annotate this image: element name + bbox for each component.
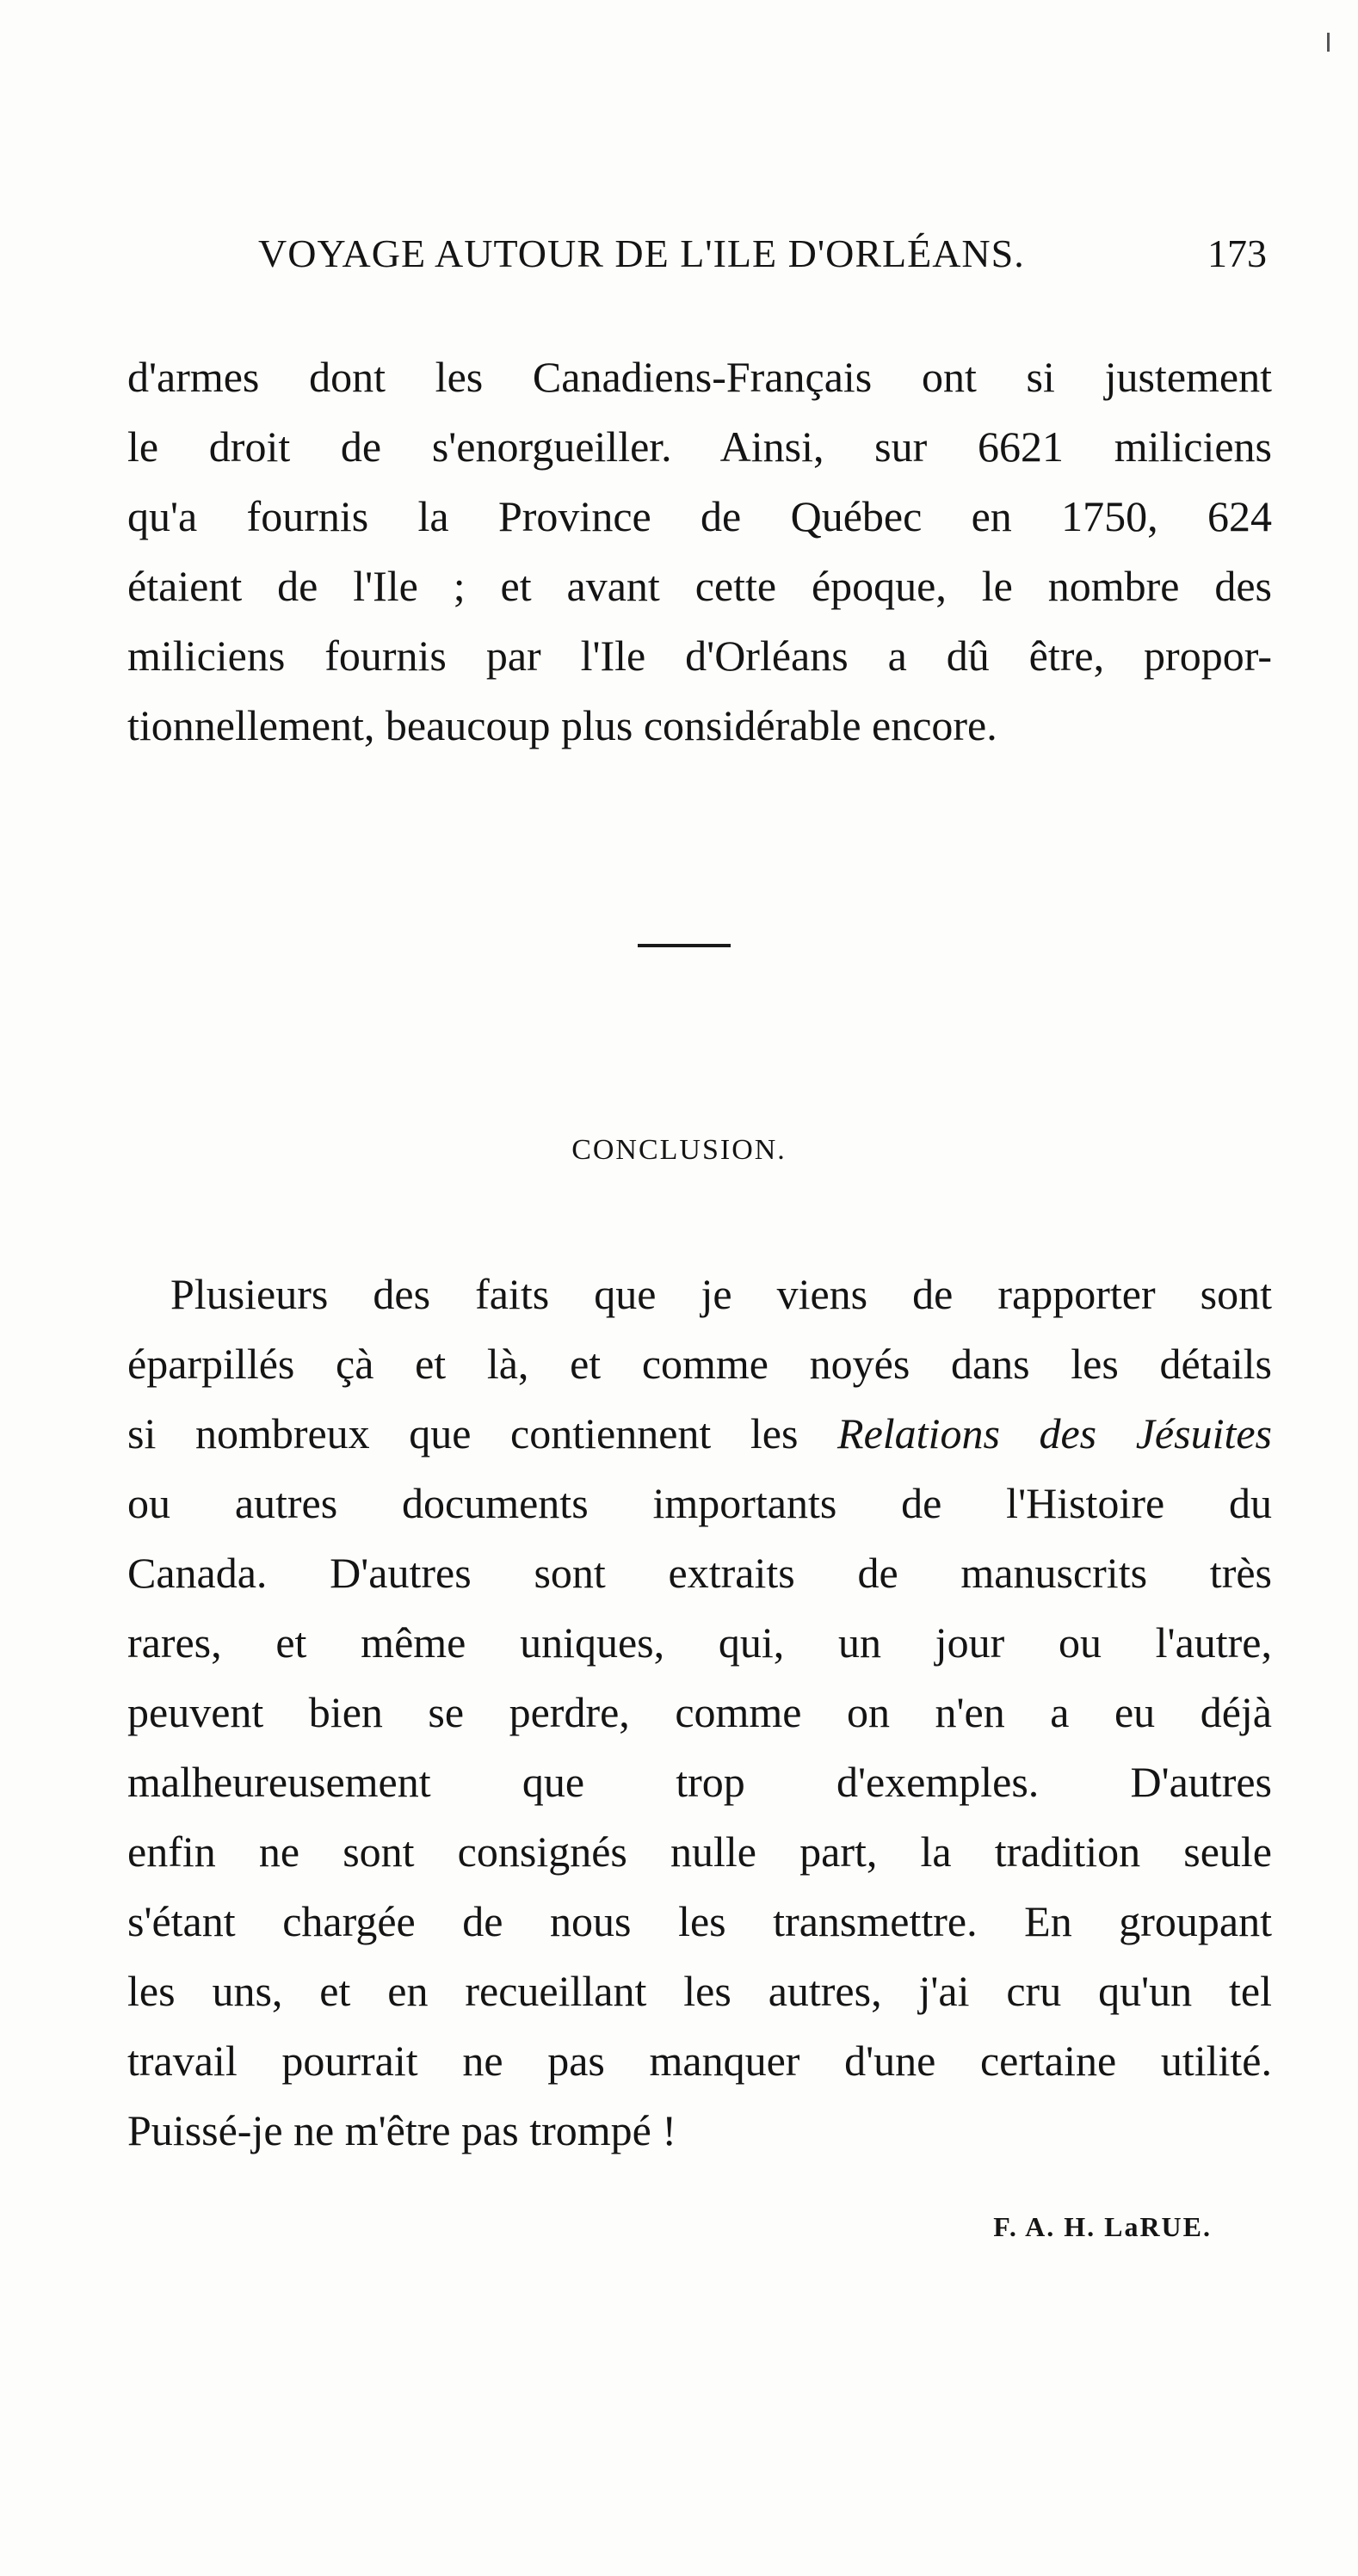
- text-line: malheureusement que trop d'exemples. D'autres: [127, 1758, 1272, 1806]
- text-line: rares, et même uniques, qui, un jour ou l'autre,: [127, 1618, 1272, 1667]
- running-header: [258, 231, 1267, 276]
- page-number: 173: [1207, 231, 1267, 275]
- text-line: tionnellement, beaucoup plus considérable encore.: [127, 701, 997, 749]
- scan-edge-mark: [1327, 33, 1330, 52]
- author-signature: F. A. H. LaRUE.: [993, 2211, 1212, 2242]
- text-line: ou autres documents importants de l'Histoire du: [127, 1479, 1272, 1527]
- text-line: d'armes dont les Canadiens-Français ont si justement: [127, 353, 1272, 401]
- text-segment: si nombreux que contiennent les: [127, 1409, 838, 1457]
- section-heading: CONCLUSION.: [571, 1134, 787, 1166]
- text-line: enfin ne sont consignés nulle part, la tradition seule: [127, 1827, 1272, 1876]
- continued-paragraph: [127, 342, 1272, 761]
- text-line: éparpillés çà et là, et comme noyés dans les détails: [127, 1340, 1272, 1388]
- text-line: étaient de l'Ile ; et avant cette époque, le nombre des: [127, 562, 1272, 610]
- section-divider: [638, 944, 731, 947]
- text-line: Puissé-je ne m'être pas trompé !: [127, 2106, 676, 2154]
- text-line: [127, 1399, 1272, 1469]
- text-line: travail pourrait ne pas manquer d'une certaine utilité.: [127, 2037, 1272, 2085]
- text-line: Plusieurs des faits que je viens de rapporter sont: [170, 1270, 1272, 1318]
- italic-title: Relations des Jésuites: [837, 1409, 1273, 1457]
- text-line: le droit de s'enorgueiller. Ainsi, sur 6621 miliciens: [127, 422, 1272, 471]
- running-title: VOYAGE AUTOUR DE L'ILE D'ORLÉANS.: [258, 231, 1025, 275]
- text-line: qu'a fournis la Province de Québec en 1750, 624: [127, 492, 1272, 540]
- text-line: peuvent bien se perdre, comme on n'en a eu déjà: [127, 1688, 1272, 1736]
- text-line: s'étant chargée de nous les transmettre. En groupant: [127, 1897, 1272, 1945]
- conclusion-paragraph: [127, 1260, 1272, 2166]
- text-line: miliciens fournis par l'Ile d'Orléans a dû être, propor-: [127, 632, 1272, 680]
- text-line: les uns, et en recueillant les autres, j'ai cru qu'un tel: [127, 1967, 1272, 2015]
- text-line: Canada. D'autres sont extraits de manuscrits très: [127, 1549, 1272, 1597]
